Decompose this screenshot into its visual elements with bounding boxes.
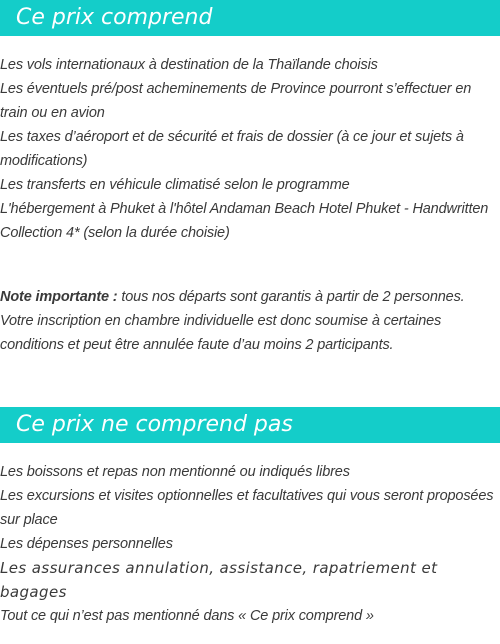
list-item: Les excursions et visites optionnelles et facultatives qui vous seront proposées sur place (0, 488, 494, 528)
list-item: Les taxes d’aéroport et de sécurité et frais de dossier (à ce jour et sujets à modifications) (0, 129, 464, 169)
section-header-included: Ce prix comprend (0, 0, 500, 36)
included-list (0, 53, 500, 245)
note-text: tous nos départs sont garantis à partir de 2 personnes. Votre inscription en chambre individuelle est donc soumise à certaines conditions et peut être annulée faute d’au moins 2 participants. (0, 289, 465, 353)
list-item: Tout ce qui n’est pas mentionné dans « Ce prix comprend » (0, 608, 374, 624)
note-label: Note importante : (0, 289, 118, 305)
list-item: Les boissons et repas non mentionné ou indiqués libres (0, 464, 350, 480)
list-item: Les assurances annulation, assistance, rapatriement et bagages (0, 559, 438, 601)
list-item: Les transferts en véhicule climatisé selon le programme (0, 177, 350, 193)
important-note (0, 285, 500, 357)
list-item: Les éventuels pré/post acheminements de Province pourront s’effectuer en train ou en avion (0, 81, 472, 121)
list-item: Les vols internationaux à destination de la Thaïlande choisis (0, 57, 378, 73)
excluded-list (0, 460, 500, 628)
section-header-excluded: Ce prix ne comprend pas (0, 407, 500, 443)
list-item: Les dépenses personnelles (0, 536, 173, 552)
list-item: L'hébergement à Phuket à l'hôtel Andaman Beach Hotel Phuket - Handwritten Collection 4* (selon la durée choisie) (0, 201, 489, 241)
